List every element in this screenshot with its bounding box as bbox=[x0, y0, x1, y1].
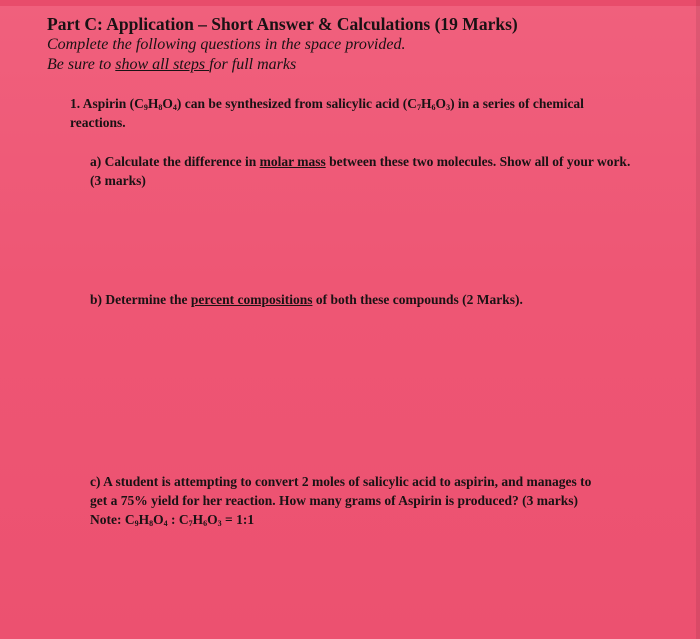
aspirin-c: C bbox=[134, 96, 144, 111]
note-salicylic-h-count: 6 bbox=[203, 519, 208, 528]
question-1a-text-pre: a) Calculate the difference in bbox=[90, 154, 260, 169]
question-1-line-1 bbox=[70, 94, 680, 113]
note-aspirin-c: C bbox=[124, 512, 135, 527]
note-ratio: = 1:1 bbox=[221, 512, 255, 527]
note-salicylic-c-count: 7 bbox=[188, 519, 193, 528]
question-1a-text-post: between these two molecules. Show all of your work. bbox=[325, 154, 631, 169]
note-aspirin-h: H bbox=[138, 512, 150, 527]
aspirin-o: O bbox=[162, 96, 173, 111]
note-aspirin-o: O bbox=[153, 512, 164, 527]
note-label: Note: bbox=[90, 512, 125, 527]
reminder-underlined: show all steps bbox=[115, 56, 210, 73]
note-salicylic-h: H bbox=[192, 512, 204, 527]
salicylic-o: O bbox=[435, 96, 447, 111]
question-1a-underlined: molar mass bbox=[259, 154, 326, 169]
question-1-line-2: reactions. bbox=[70, 115, 126, 130]
note-aspirin-formula bbox=[125, 512, 168, 527]
question-1-number: 1. bbox=[70, 96, 81, 111]
aspirin-h-count: 8 bbox=[158, 103, 163, 112]
question-1b-text-post: of both these compounds (2 Marks). bbox=[312, 292, 523, 307]
top-edge bbox=[0, 0, 700, 6]
question-1c-note bbox=[90, 510, 680, 529]
salicylic-formula bbox=[407, 96, 450, 111]
section-title: Part C: Application – Short Answer & Calculations (19 Marks) bbox=[47, 14, 518, 34]
section-header bbox=[47, 14, 518, 75]
question-1b bbox=[90, 290, 680, 309]
note-aspirin-h-count: 8 bbox=[149, 519, 154, 528]
salicylic-o-count: 3 bbox=[446, 103, 451, 112]
note-separator: : bbox=[167, 512, 179, 527]
question-1a bbox=[90, 152, 700, 190]
question-1 bbox=[70, 94, 680, 132]
salicylic-c: C bbox=[407, 96, 418, 111]
note-salicylic-o-count: 3 bbox=[217, 519, 222, 528]
note-salicylic-formula bbox=[179, 512, 222, 527]
question-1c-line-1: c) A student is attempting to convert 2 moles of salicylic acid to aspirin, and manages to bbox=[90, 474, 592, 489]
section-reminder bbox=[47, 55, 518, 75]
note-salicylic-o: O bbox=[207, 512, 218, 527]
question-1-text-a: Aspirin ( bbox=[80, 96, 135, 111]
question-1c bbox=[90, 472, 680, 529]
question-1-text-c: ) in a series of chemical bbox=[450, 96, 584, 111]
note-salicylic-c: C bbox=[178, 512, 189, 527]
question-1b-underlined: percent compositions bbox=[190, 292, 313, 307]
note-aspirin-o-count: 4 bbox=[163, 519, 168, 528]
question-1a-marks: (3 marks) bbox=[90, 173, 146, 188]
question-1b-text-pre: b) Determine the bbox=[90, 292, 191, 307]
salicylic-h: H bbox=[421, 96, 432, 111]
aspirin-o-count: 4 bbox=[172, 103, 177, 112]
aspirin-formula bbox=[134, 96, 177, 111]
note-aspirin-c-count: 9 bbox=[134, 519, 139, 528]
aspirin-c-count: 9 bbox=[143, 103, 148, 112]
right-edge-shadow bbox=[696, 0, 700, 639]
aspirin-h: H bbox=[147, 96, 159, 111]
question-1a-line-1 bbox=[90, 152, 700, 171]
reminder-suffix: for full marks bbox=[209, 56, 297, 73]
salicylic-h-count: 6 bbox=[431, 103, 436, 112]
salicylic-c-count: 7 bbox=[417, 103, 422, 112]
question-1c-line-2: get a 75% yield for her reaction. How many grams of Aspirin is produced? (3 marks) bbox=[90, 493, 578, 508]
reminder-prefix: Be sure to bbox=[47, 56, 116, 73]
section-instruction: Complete the following questions in the space provided. bbox=[47, 36, 406, 53]
question-1-text-b: ) can be synthesized from salicylic acid ( bbox=[176, 96, 408, 111]
